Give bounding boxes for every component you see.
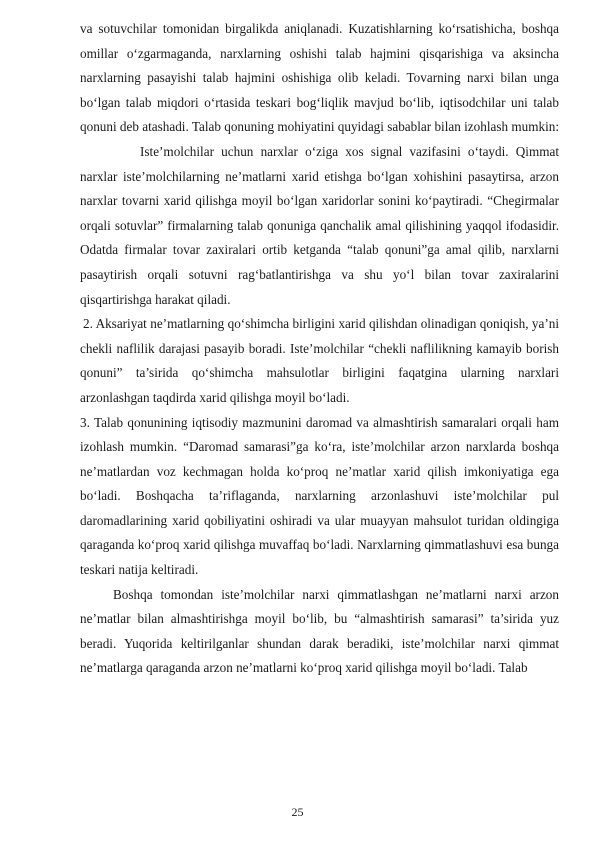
paragraph-substitution-effect: Boshqa tomondan iste’molchilar narxi qimmatlashgan ne’matlarni narxi arzon ne’matlar bilan almashtirishga moyil bo‘lib, bu “almashtirish samarasi” ta’sirida yuz beradi. Yuqorida keltirilganlar shundan darak beradiki, iste’molchilar narxi qimmat ne’matlarga qaraganda arzon ne’matlarni ko‘proq xarid qilishga moyil bo‘ladi. Talab — [80, 586, 559, 676]
paragraph-income-effect: 3. Talab qonunining iqtisodiy mazmunini daromad va almashtirish samaralari orqali ham izohlash mumkin. “Daromad samarasi”ga ko‘ra, iste’molchilar arzon narxlarda boshqa ne’matlardan voz kechmagan holda ko‘proq ne’matlar xarid qilish imkoniyatiga ega bo‘ladi. Boshqacha ta’riflaganda, narxlarning arzonlashuvi iste’molchilar pul daromadlarining xarid qobiliyatini oshiradi va ular muayyan mahsulot turidan oldingiga qaraganda ko‘proq xarid qilishga muvaffaq bo‘ladi. Narxlarning qimmatlashuvi esa bunga teskari natija keltiradi. — [80, 414, 559, 578]
document-body — [80, 17, 559, 681]
paragraph-intro: va sotuvchilar tomonidan birgalikda aniqlanadi. Kuzatishlarning ko‘rsatishicha, boshqa omillar o‘zgarmaganda, narxlarning oshishi talab hajmini qisqarishiga va aksincha narxlarning pasayishi talab hajmini oshishiga olib keladi. Tovarning narxi bilan unga bo‘lgan talab miqdori o‘rtasida teskari bog‘liqlik mavjud bo‘lib, iqtisodchilar uni talab qonuni deb atashadi. Talab qonuning mohiyatini quyidagi sabablar bilan izohlash mumkin: — [80, 21, 559, 135]
paragraph-marginal-utility: 2. Aksariyat ne’matlarning qo‘shimcha birligini xarid qilishdan olinadigan qoniqish, ya’ni chekli naflilik darajasi pasayib boradi. Iste’molchilar “chekli naflilikning kamayib borish qonuni” ta’sirida qo‘shimcha mahsulotlar birligini faqatgina ularning narxlari arzonlashgan taqdirda xarid qilishga moyil bo‘ladi. — [80, 316, 559, 405]
page-number: 25 — [291, 805, 304, 819]
paragraph-price-signal: Iste’molchilar uchun narxlar o‘ziga xos signal vazifasini o‘taydi. Qimmat narxlar iste’molchilarning ne’matlarni xarid etishga bo‘lgan xohishini pasaytirsa, arzon narxlar tovarni xarid qilishga moyil bo‘lgan xaridorlar sonini ko‘paytiradi. “Chegirmalar orqali sotuvlar” firmalarning talab qonuniga qanchalik amal qilishining yaqqol ifodasidir. Odatda firmalar tovar zaxiralari ortib ketganda “talab qonuni”ga amal qilib, narxlarni pasaytirish orqali sotuvni rag‘batlantirishga va shu yo‘l bilan tovar zaxiralarini qisqartirishga harakat qiladi. — [80, 143, 559, 307]
